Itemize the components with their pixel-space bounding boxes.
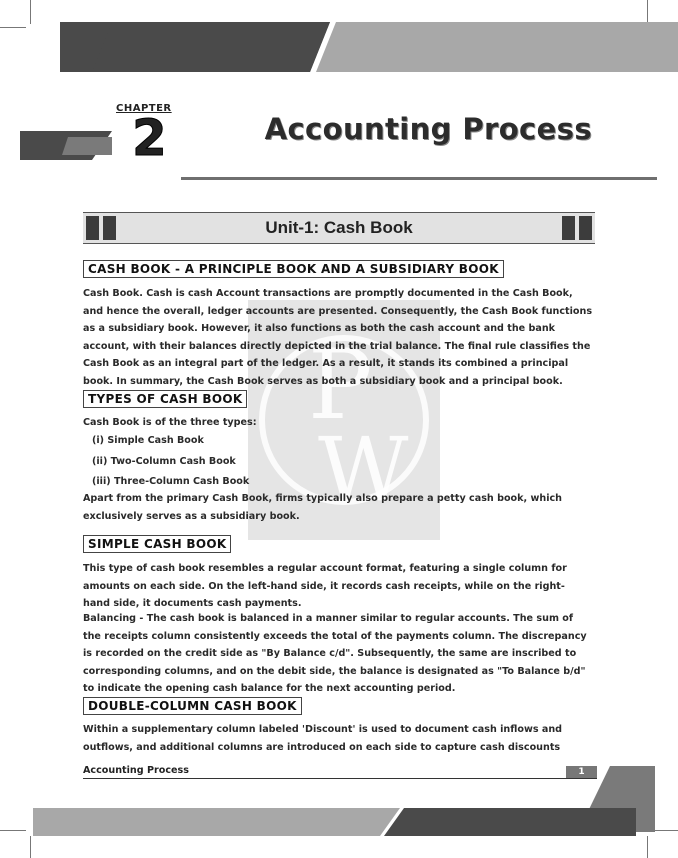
- text-line: hand side, it documents cash payments.: [83, 598, 302, 610]
- text-line: and hence the overall, ledger accounts are presented. Consequently, the Cash Book functions: [83, 305, 593, 317]
- chapter-title: Accounting Process: [264, 112, 592, 146]
- footer-chapter-name: Accounting Process: [83, 765, 189, 776]
- simple-cash-book-paragraph: [83, 560, 595, 613]
- list-item: (ii) Two-Column Cash Book: [92, 456, 236, 467]
- text-line: is recorded on the credit side as "By Balance c/d". Subsequently, the same are inscribed to: [83, 648, 577, 660]
- text-line: as a subsidiary book. However, it also functions as both the cash account and the bank: [83, 323, 556, 335]
- section-heading-simple-cash-book: SIMPLE CASH BOOK: [83, 535, 231, 553]
- chapter-number: 2: [132, 109, 167, 167]
- text-line: the receipts column consistently exceeds the total of the payments column. The discrepancy: [83, 630, 587, 642]
- types-intro: Cash Book is of the three types:: [83, 417, 257, 428]
- section-1-paragraph: [83, 285, 595, 391]
- text-line: outflows, and additional columns are introduced on each side to capture cash discounts: [83, 741, 561, 753]
- text-line: Cash Book as an integral part of the ledger. As a result, it stands its combined a principal: [83, 358, 569, 370]
- list-item: (i) Simple Cash Book: [92, 435, 204, 446]
- unit-title: Unit-1: Cash Book: [265, 218, 413, 237]
- text-line: exclusively serves as a subsidiary book.: [83, 510, 300, 522]
- section-heading-cash-book: CASH BOOK - A PRINCIPLE BOOK AND A SUBSIDIARY BOOK: [83, 260, 504, 278]
- page-number: 1: [566, 766, 597, 778]
- title-rule: [181, 177, 657, 180]
- text-line: Within a supplementary column labeled 'Discount' is used to document cash inflows and: [83, 724, 563, 735]
- types-paragraph: [83, 490, 595, 525]
- text-line: Apart from the primary Cash Book, firms typically also prepare a petty cash book, which: [83, 493, 563, 504]
- chapter-label: CHAPTER: [116, 103, 172, 114]
- list-item: (iii) Three-Column Cash Book: [92, 476, 250, 487]
- text-line: This type of cash book resembles a regular account format, featuring a single column for: [83, 563, 567, 574]
- header-banner: [0, 0, 678, 200]
- text-line: to indicate the opening cash balance for the next accounting period.: [83, 683, 456, 695]
- section-heading-types: TYPES OF CASH BOOK: [83, 390, 247, 408]
- unit-heading-bar: [83, 212, 595, 244]
- text-line: account, with their balances directly depicted in the trial balance. The final rule classifies the: [83, 340, 591, 352]
- text-line: amounts on each side. On the left-hand side, it records cash receipts, while on the right-: [83, 580, 565, 592]
- text-line: corresponding columns, and on the debit side, the balance is designated as "To Balance b/d": [83, 665, 586, 677]
- svg-text:W: W: [318, 418, 409, 521]
- svg-text:P: P: [308, 329, 373, 441]
- balancing-paragraph: [83, 610, 595, 698]
- footer-banner: [0, 760, 678, 858]
- text-line: Balancing - The cash book is balanced in a manner similar to regular accounts. The sum of: [83, 613, 574, 624]
- text-line: Cash Book. Cash is cash Account transactions are promptly documented in the Cash Book,: [83, 288, 573, 299]
- double-column-paragraph: [83, 721, 595, 756]
- text-line: book. In summary, the Cash Book serves as both a subsidiary book and a principal book.: [83, 375, 563, 387]
- section-heading-double-column: DOUBLE-COLUMN CASH BOOK: [83, 697, 302, 715]
